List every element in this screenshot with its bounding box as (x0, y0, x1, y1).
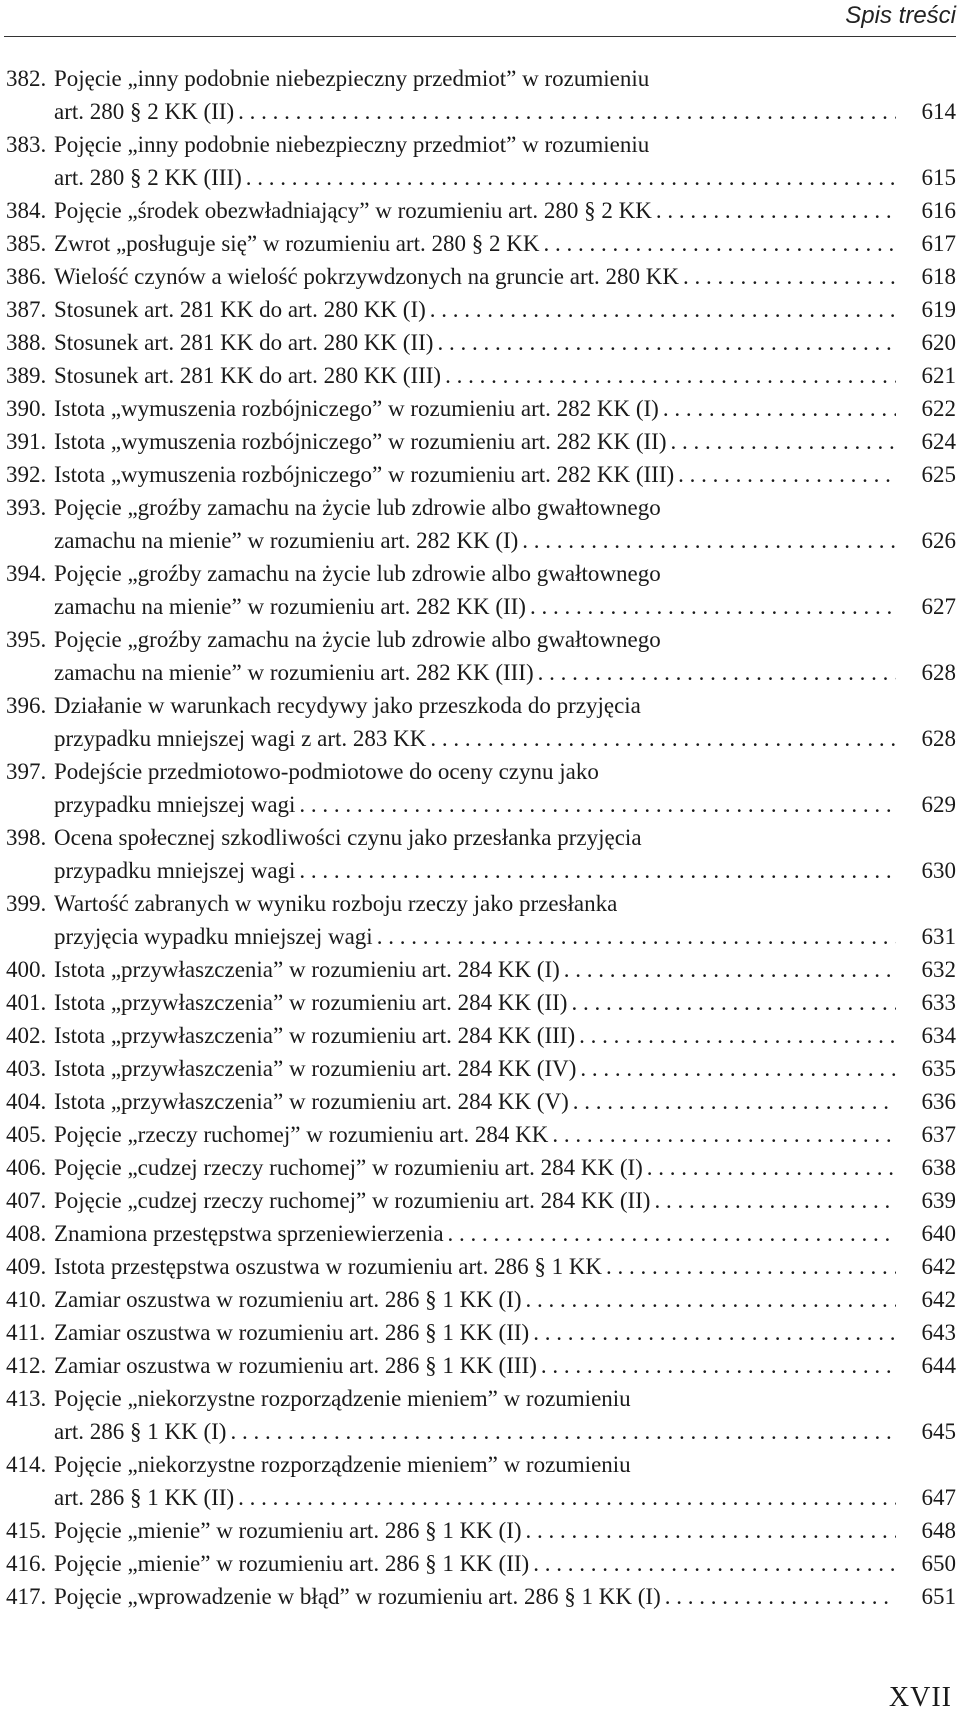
entry-final-line (54, 326, 956, 359)
entry-number: 399. (6, 891, 47, 916)
toc-entry (6, 623, 956, 689)
toc-entry (6, 425, 956, 458)
entry-page-number: 642 (921, 1254, 956, 1279)
entry-body (54, 1019, 956, 1052)
entry-body (54, 326, 956, 359)
entry-page-number: 614 (921, 99, 956, 124)
entry-body (54, 689, 956, 755)
dot-leader (663, 392, 896, 425)
entry-title-line: zamachu na mienie” w rozumieniu art. 282 KK (II) (54, 594, 526, 619)
entry-page-number: 627 (921, 594, 956, 619)
entry-title-line: Ocena społecznej szkodliwości czynu jako przesłanka przyjęcia (54, 825, 642, 850)
entry-page-number: 619 (921, 297, 956, 322)
entry-page-number: 640 (921, 1221, 956, 1246)
toc-entry (6, 1052, 956, 1085)
entry-body (54, 1250, 956, 1283)
entry-title-line: Wielość czynów a wielość pokrzywdzonych na gruncie art. 280 KK (54, 264, 679, 289)
entry-title-line: Pojęcie „cudzej rzeczy ruchomej” w rozumieniu art. 284 KK (I) (54, 1155, 643, 1180)
dot-leader (580, 1052, 896, 1085)
entry-number: 411. (6, 1320, 46, 1345)
entry-page-number: 633 (921, 990, 956, 1015)
running-header: Spis treści (845, 2, 956, 29)
toc-entry (6, 986, 956, 1019)
page-number: XVII (888, 1682, 952, 1713)
toc-entry (6, 1349, 956, 1382)
toc-entry (6, 293, 956, 326)
toc-entry (6, 557, 956, 623)
entry-title-line: Zamiar oszustwa w rozumieniu art. 286 § 1 KK (II) (54, 1320, 530, 1345)
entry-page-number: 617 (921, 231, 956, 256)
toc-entry (6, 260, 956, 293)
entry-number: 388. (6, 330, 47, 355)
entry-page-number: 645 (921, 1419, 956, 1444)
entry-final-line (54, 953, 956, 986)
dot-leader (445, 359, 896, 392)
entry-title-line: Pojęcie „inny podobnie niebezpieczny przedmiot” w rozumieniu (54, 132, 650, 157)
dot-leader (683, 260, 896, 293)
entry-number: 392. (6, 462, 47, 487)
entry-title-line: art. 286 § 1 KK (I) (54, 1419, 227, 1444)
entry-body (54, 1118, 956, 1151)
entry-final-line (54, 854, 956, 887)
toc-entry (6, 1085, 956, 1118)
dot-leader (573, 1085, 896, 1118)
toc-entry (6, 128, 956, 194)
entry-number: 393. (6, 495, 47, 520)
toc-entry (6, 689, 956, 755)
entry-title-line: Stosunek art. 281 KK do art. 280 KK (I) (54, 297, 426, 322)
entry-final-line (54, 359, 956, 392)
entry-final-line (54, 524, 956, 557)
entry-number: 394. (6, 561, 47, 586)
entry-page-number: 639 (921, 1188, 956, 1213)
entry-number: 397. (6, 759, 47, 784)
entry-number: 404. (6, 1089, 47, 1114)
entry-title-line: przypadku mniejszej wagi z art. 283 KK (54, 726, 427, 751)
entry-body (54, 425, 956, 458)
entry-final-line (54, 920, 956, 953)
entry-final-line (54, 293, 956, 326)
dot-leader (522, 524, 896, 557)
entry-title-line: Znamiona przestępstwa sprzeniewierzenia (54, 1221, 444, 1246)
entry-title-line: Podejście przedmiotowo-podmiotowe do oceny czynu jako (54, 759, 599, 784)
entry-page-number: 625 (921, 462, 956, 487)
entry-page-number: 636 (921, 1089, 956, 1114)
entry-page-number: 628 (921, 660, 956, 685)
entry-final-line (54, 458, 956, 491)
entry-title-line: Istota przestępstwa oszustwa w rozumieniu art. 286 § 1 KK (54, 1254, 603, 1279)
dot-leader (579, 1019, 896, 1052)
entry-final-line (54, 1184, 956, 1217)
entry-page-number: 637 (921, 1122, 956, 1147)
entry-final-line (54, 1349, 956, 1382)
toc-entry (6, 359, 956, 392)
dot-leader (670, 425, 896, 458)
dot-leader (377, 920, 896, 953)
entry-number: 402. (6, 1023, 47, 1048)
entry-number: 400. (6, 957, 47, 982)
dot-leader (299, 788, 896, 821)
entry-title-line: Pojęcie „cudzej rzeczy ruchomej” w rozumieniu art. 284 KK (II) (54, 1188, 651, 1213)
entry-body (54, 1085, 956, 1118)
toc-entry (6, 1118, 956, 1151)
entry-page-number: 615 (921, 165, 956, 190)
toc-entry (6, 1184, 956, 1217)
entry-final-line (54, 1481, 956, 1514)
entry-body (54, 755, 956, 821)
entry-title-line: art. 286 § 1 KK (II) (54, 1485, 235, 1510)
toc-entry (6, 1448, 956, 1514)
entry-page-number: 635 (921, 1056, 956, 1081)
entry-final-line (54, 986, 956, 1019)
dot-leader (526, 1514, 896, 1547)
dot-leader (564, 953, 896, 986)
entry-number: 398. (6, 825, 47, 850)
entry-page-number: 634 (921, 1023, 956, 1048)
table-of-contents (6, 62, 956, 1613)
entry-title-line: Pojęcie „wprowadzenie w błąd” w rozumieniu art. 286 § 1 KK (I) (54, 1584, 661, 1609)
entry-title-line: Istota „wymuszenia rozbójniczego” w rozumieniu art. 282 KK (I) (54, 396, 659, 421)
entry-body (54, 623, 956, 689)
toc-entry (6, 887, 956, 953)
entry-title-line: Pojęcie „rzeczy ruchomej” w rozumieniu art. 284 KK (54, 1122, 549, 1147)
toc-entry (6, 755, 956, 821)
entry-final-line (54, 194, 956, 227)
entry-number: 385. (6, 231, 47, 256)
entry-body (54, 1052, 956, 1085)
toc-entry (6, 1580, 956, 1613)
entry-number: 383. (6, 132, 47, 157)
dot-leader (654, 1184, 896, 1217)
entry-body (54, 557, 956, 623)
dot-leader (448, 1217, 896, 1250)
entry-final-line (54, 227, 956, 260)
entry-title-line: Stosunek art. 281 KK do art. 280 KK (II) (54, 330, 434, 355)
dot-leader (430, 293, 896, 326)
dot-leader (430, 722, 896, 755)
toc-entry (6, 1382, 956, 1448)
entry-title-line: Pojęcie „mienie” w rozumieniu art. 286 § 1 KK (I) (54, 1518, 522, 1543)
entry-body (54, 293, 956, 326)
entry-body (54, 260, 956, 293)
entry-page-number: 620 (921, 330, 956, 355)
entry-final-line (54, 722, 956, 755)
dot-leader (238, 95, 896, 128)
entry-final-line (54, 788, 956, 821)
entry-final-line (54, 392, 956, 425)
entry-title-line: zamachu na mienie” w rozumieniu art. 282 KK (III) (54, 660, 534, 685)
entry-title-line: przypadku mniejszej wagi (54, 792, 296, 817)
entry-body (54, 1547, 956, 1580)
dot-leader (552, 1118, 896, 1151)
entry-body (54, 1184, 956, 1217)
entry-title-line: Stosunek art. 281 KK do art. 280 KK (III) (54, 363, 442, 388)
entry-number: 390. (6, 396, 47, 421)
entry-body (54, 953, 956, 986)
entry-page-number: 642 (921, 1287, 956, 1312)
entry-final-line (54, 1019, 956, 1052)
entry-page-number: 621 (921, 363, 956, 388)
entry-body (54, 1349, 956, 1382)
entry-title-line: Istota „przywłaszczenia” w rozumieniu art. 284 KK (V) (54, 1089, 569, 1114)
entry-number: 407. (6, 1188, 47, 1213)
entry-body (54, 1448, 956, 1514)
entry-title-line: Pojęcie „groźby zamachu na życie lub zdrowie albo gwałtownego (54, 627, 661, 652)
entry-number: 412. (6, 1353, 47, 1378)
entry-body (54, 194, 956, 227)
entry-body (54, 128, 956, 194)
entry-final-line (54, 1547, 956, 1580)
entry-number: 396. (6, 693, 47, 718)
entry-page-number: 638 (921, 1155, 956, 1180)
entry-final-line (54, 260, 956, 293)
entry-body (54, 227, 956, 260)
entry-body (54, 1217, 956, 1250)
entry-page-number: 648 (921, 1518, 956, 1543)
entry-number: 405. (6, 1122, 47, 1147)
entry-number: 384. (6, 198, 47, 223)
entry-title-line: Zamiar oszustwa w rozumieniu art. 286 § 1 KK (I) (54, 1287, 522, 1312)
entry-number: 414. (6, 1452, 47, 1477)
toc-entry (6, 62, 956, 128)
toc-entry (6, 1316, 956, 1349)
entry-body (54, 62, 956, 128)
entry-title-line: Pojęcie „groźby zamachu na życie lub zdrowie albo gwałtownego (54, 495, 661, 520)
entry-page-number: 631 (921, 924, 956, 949)
dot-leader (647, 1151, 896, 1184)
entry-title-line: Zwrot „posługuje się” w rozumieniu art. 280 § 2 KK (54, 231, 540, 256)
entry-title-line: Pojęcie „niekorzystne rozporządzenie mieniem” w rozumieniu (54, 1386, 631, 1411)
entry-title-line: art. 280 § 2 KK (II) (54, 99, 235, 124)
entry-final-line (54, 1283, 956, 1316)
entry-body (54, 359, 956, 392)
entry-page-number: 624 (921, 429, 956, 454)
dot-leader (538, 656, 896, 689)
entry-final-line (54, 95, 956, 128)
entry-title-line: Wartość zabranych w wyniku rozboju rzeczy jako przesłanka (54, 891, 618, 916)
toc-entry (6, 458, 956, 491)
entry-body (54, 986, 956, 1019)
entry-final-line (54, 1514, 956, 1547)
entry-title-line: Pojęcie „mienie” w rozumieniu art. 286 § 1 KK (II) (54, 1551, 530, 1576)
entry-final-line (54, 1580, 956, 1613)
dot-leader (437, 326, 896, 359)
entry-page-number: 629 (921, 792, 956, 817)
entry-title-line: Istota „przywłaszczenia” w rozumieniu art. 284 KK (IV) (54, 1056, 577, 1081)
header-rule (4, 36, 956, 37)
entry-page-number: 651 (921, 1584, 956, 1609)
entry-final-line (54, 161, 956, 194)
entry-body (54, 887, 956, 953)
entry-page-number: 622 (921, 396, 956, 421)
entry-number: 417. (6, 1584, 47, 1609)
dot-leader (656, 194, 896, 227)
entry-final-line (54, 425, 956, 458)
dot-leader (530, 590, 896, 623)
toc-entry (6, 1547, 956, 1580)
entry-number: 391. (6, 429, 47, 454)
entry-page-number: 616 (921, 198, 956, 223)
toc-entry (6, 953, 956, 986)
entry-number: 387. (6, 297, 47, 322)
entry-final-line (54, 1316, 956, 1349)
dot-leader (543, 227, 896, 260)
entry-title-line: Istota „przywłaszczenia” w rozumieniu art. 284 KK (III) (54, 1023, 576, 1048)
entry-body (54, 1151, 956, 1184)
entry-number: 386. (6, 264, 47, 289)
toc-entry (6, 821, 956, 887)
dot-leader (571, 986, 896, 1019)
toc-entry (6, 227, 956, 260)
dot-leader (230, 1415, 896, 1448)
entry-number: 410. (6, 1287, 47, 1312)
entry-final-line (54, 656, 956, 689)
entry-number: 413. (6, 1386, 47, 1411)
entry-body (54, 458, 956, 491)
entry-number: 395. (6, 627, 47, 652)
entry-number: 416. (6, 1551, 47, 1576)
dot-leader (678, 458, 896, 491)
entry-final-line (54, 1151, 956, 1184)
entry-page-number: 632 (921, 957, 956, 982)
toc-entry (6, 392, 956, 425)
toc-entry (6, 1283, 956, 1316)
entry-number: 403. (6, 1056, 47, 1081)
entry-number: 382. (6, 66, 47, 91)
entry-title-line: Działanie w warunkach recydywy jako przeszkoda do przyjęcia (54, 693, 641, 718)
entry-final-line (54, 590, 956, 623)
entry-number: 389. (6, 363, 47, 388)
entry-page-number: 618 (921, 264, 956, 289)
entry-page-number: 643 (921, 1320, 956, 1345)
entry-number: 415. (6, 1518, 47, 1543)
dot-leader (526, 1283, 896, 1316)
dot-leader (665, 1580, 896, 1613)
dot-leader (246, 161, 896, 194)
entry-title-line: Istota „przywłaszczenia” w rozumieniu art. 284 KK (II) (54, 990, 568, 1015)
dot-leader (541, 1349, 896, 1382)
toc-entry (6, 1019, 956, 1052)
entry-final-line (54, 1052, 956, 1085)
entry-body (54, 491, 956, 557)
entry-body (54, 1283, 956, 1316)
entry-title-line: zamachu na mienie” w rozumieniu art. 282 KK (I) (54, 528, 519, 553)
entry-final-line (54, 1415, 956, 1448)
entry-final-line (54, 1085, 956, 1118)
entry-page-number: 644 (921, 1353, 956, 1378)
entry-body (54, 1316, 956, 1349)
entry-title-line: przypadku mniejszej wagi (54, 858, 296, 883)
entry-title-line: Istota „wymuszenia rozbójniczego” w rozumieniu art. 282 KK (III) (54, 462, 675, 487)
entry-page-number: 626 (921, 528, 956, 553)
entry-page-number: 630 (921, 858, 956, 883)
toc-entry (6, 326, 956, 359)
entry-page-number: 650 (921, 1551, 956, 1576)
entry-page-number: 647 (921, 1485, 956, 1510)
entry-number: 408. (6, 1221, 47, 1246)
entry-number: 401. (6, 990, 47, 1015)
entry-title-line: Zamiar oszustwa w rozumieniu art. 286 § 1 KK (III) (54, 1353, 537, 1378)
dot-leader (238, 1481, 896, 1514)
toc-entry (6, 1151, 956, 1184)
entry-final-line (54, 1217, 956, 1250)
entry-title-line: Pojęcie „środek obezwładniający” w rozumieniu art. 280 § 2 KK (54, 198, 652, 223)
entry-body (54, 821, 956, 887)
toc-entry (6, 1250, 956, 1283)
toc-entry (6, 491, 956, 557)
toc-entry (6, 1217, 956, 1250)
entry-title-line: Istota „przywłaszczenia” w rozumieniu art. 284 KK (I) (54, 957, 560, 982)
toc-entry (6, 1514, 956, 1547)
entry-title-line: przyjęcia wypadku mniejszej wagi (54, 924, 373, 949)
entry-title-line: Pojęcie „niekorzystne rozporządzenie mieniem” w rozumieniu (54, 1452, 631, 1477)
entry-body (54, 1382, 956, 1448)
entry-number: 409. (6, 1254, 47, 1279)
entry-page-number: 628 (921, 726, 956, 751)
entry-body (54, 1514, 956, 1547)
dot-leader (533, 1547, 896, 1580)
entry-number: 406. (6, 1155, 47, 1180)
dot-leader (299, 854, 896, 887)
entry-title-line: Pojęcie „groźby zamachu na życie lub zdrowie albo gwałtownego (54, 561, 661, 586)
toc-entry (6, 194, 956, 227)
entry-title-line: Istota „wymuszenia rozbójniczego” w rozumieniu art. 282 KK (II) (54, 429, 667, 454)
entry-final-line (54, 1118, 956, 1151)
entry-title-line: art. 280 § 2 KK (III) (54, 165, 242, 190)
dot-leader (533, 1316, 896, 1349)
dot-leader (606, 1250, 896, 1283)
entry-final-line (54, 1250, 956, 1283)
entry-body (54, 1580, 956, 1613)
entry-body (54, 392, 956, 425)
entry-title-line: Pojęcie „inny podobnie niebezpieczny przedmiot” w rozumieniu (54, 66, 650, 91)
